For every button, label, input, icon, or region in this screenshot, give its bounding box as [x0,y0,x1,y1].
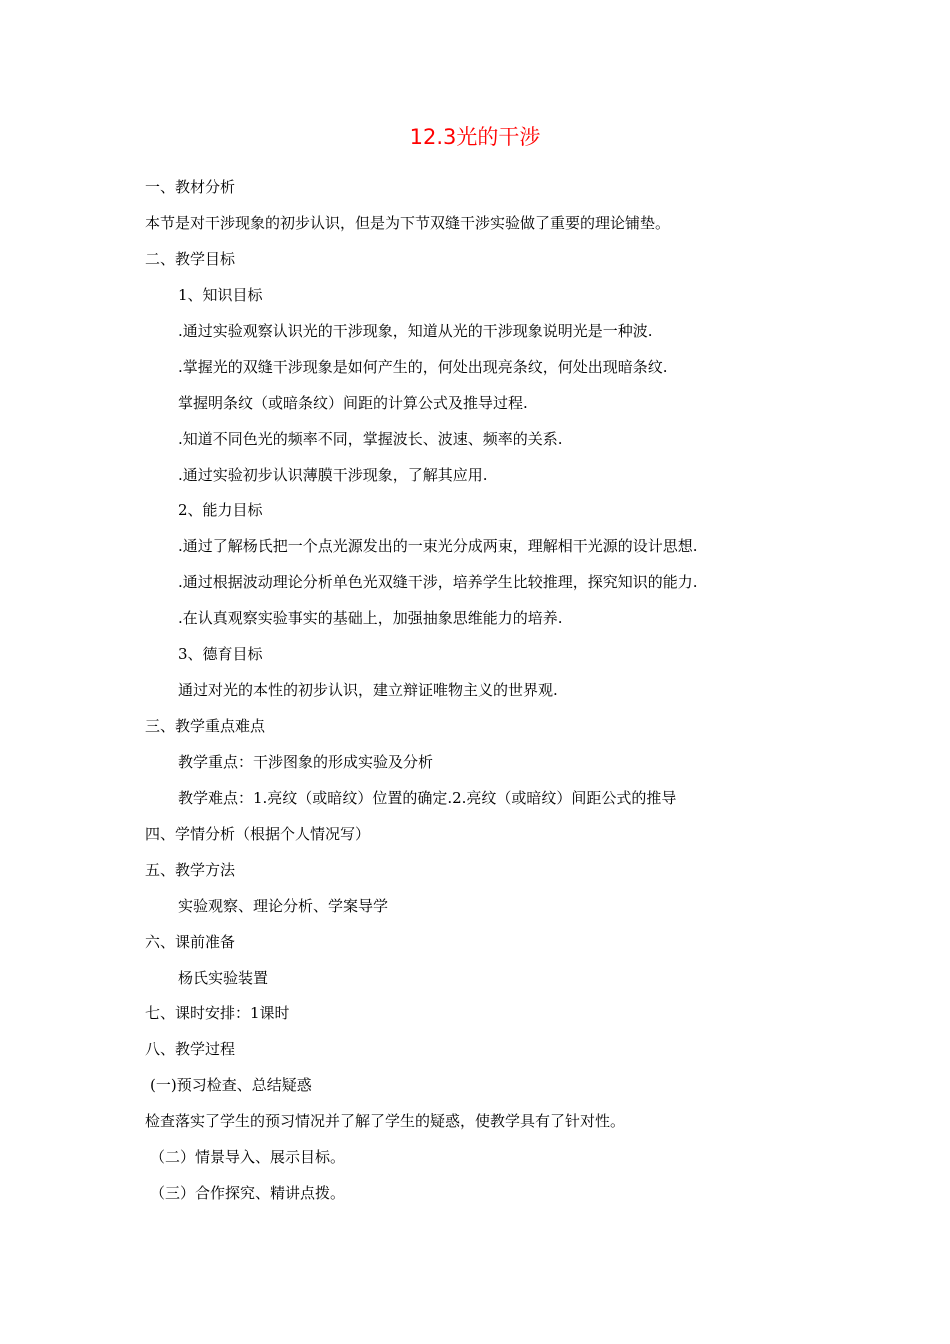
list-item: 通过对光的本性的初步认识，建立辩证唯物主义的世界观. [178,681,558,699]
paragraph: 检查落实了学生的预习情况并了解了学生的疑惑，使教学具有了针对性。 [145,1112,626,1130]
list-item: .掌握光的双缝干涉现象是如何产生的，何处出现亮条纹，何处出现暗条纹. [178,358,668,376]
list-item: .通过实验观察认识光的干涉现象，知道从光的干涉现象说明光是一种波. [178,322,653,340]
list-item: .通过实验初步认识薄膜干涉现象，了解其应用. [178,466,488,484]
section-heading-6: 六、课前准备 [145,933,236,951]
list-item: .知道不同色光的频率不同，掌握波长、波速、频率的关系. [178,430,563,448]
section-heading-1: 一、教材分析 [145,178,236,196]
list-item: .通过根据波动理论分析单色光双缝干涉，培养学生比较推理，探究知识的能力. [178,573,698,591]
section-heading-5: 五、教学方法 [145,861,236,879]
section-heading-7: 七、课时安排：1课时 [145,1004,290,1022]
step-heading: （二）情景导入、展示目标。 [150,1148,346,1166]
list-item: .在认真观察实验事实的基础上，加强抽象思维能力的培养. [178,609,563,627]
subheading-ability: 2、能力目标 [178,501,263,519]
document-title: 12.3光的干涉 [409,125,541,149]
subheading-moral: 3、德育目标 [178,645,263,663]
paragraph: 本节是对干涉现象的初步认识，但是为下节双缝干涉实验做了重要的理论铺垫。 [145,214,671,232]
step-heading: （三）合作探究、精讲点拨。 [150,1184,346,1202]
paragraph: 实验观察、理论分析、学案导学 [178,897,389,915]
section-heading-4: 四、学情分析（根据个人情况写） [145,825,371,843]
paragraph: 杨氏实验装置 [178,969,269,987]
list-item: 掌握明条纹（或暗条纹）间距的计算公式及推导过程. [178,394,528,412]
step-heading: (一)预习检查、总结疑惑 [150,1076,312,1094]
subheading-knowledge: 1、知识目标 [178,286,263,304]
difficult-point: 教学难点：1.亮纹（或暗纹）位置的确定.2.亮纹（或暗纹）间距公式的推导 [178,789,677,807]
section-heading-8: 八、教学过程 [145,1040,236,1058]
section-heading-2: 二、教学目标 [145,250,236,268]
key-point: 教学重点：干涉图象的形成实验及分析 [178,753,434,771]
list-item: .通过了解杨氏把一个点光源发出的一束光分成两束，理解相干光源的设计思想. [178,537,698,555]
section-heading-3: 三、教学重点难点 [145,717,266,735]
